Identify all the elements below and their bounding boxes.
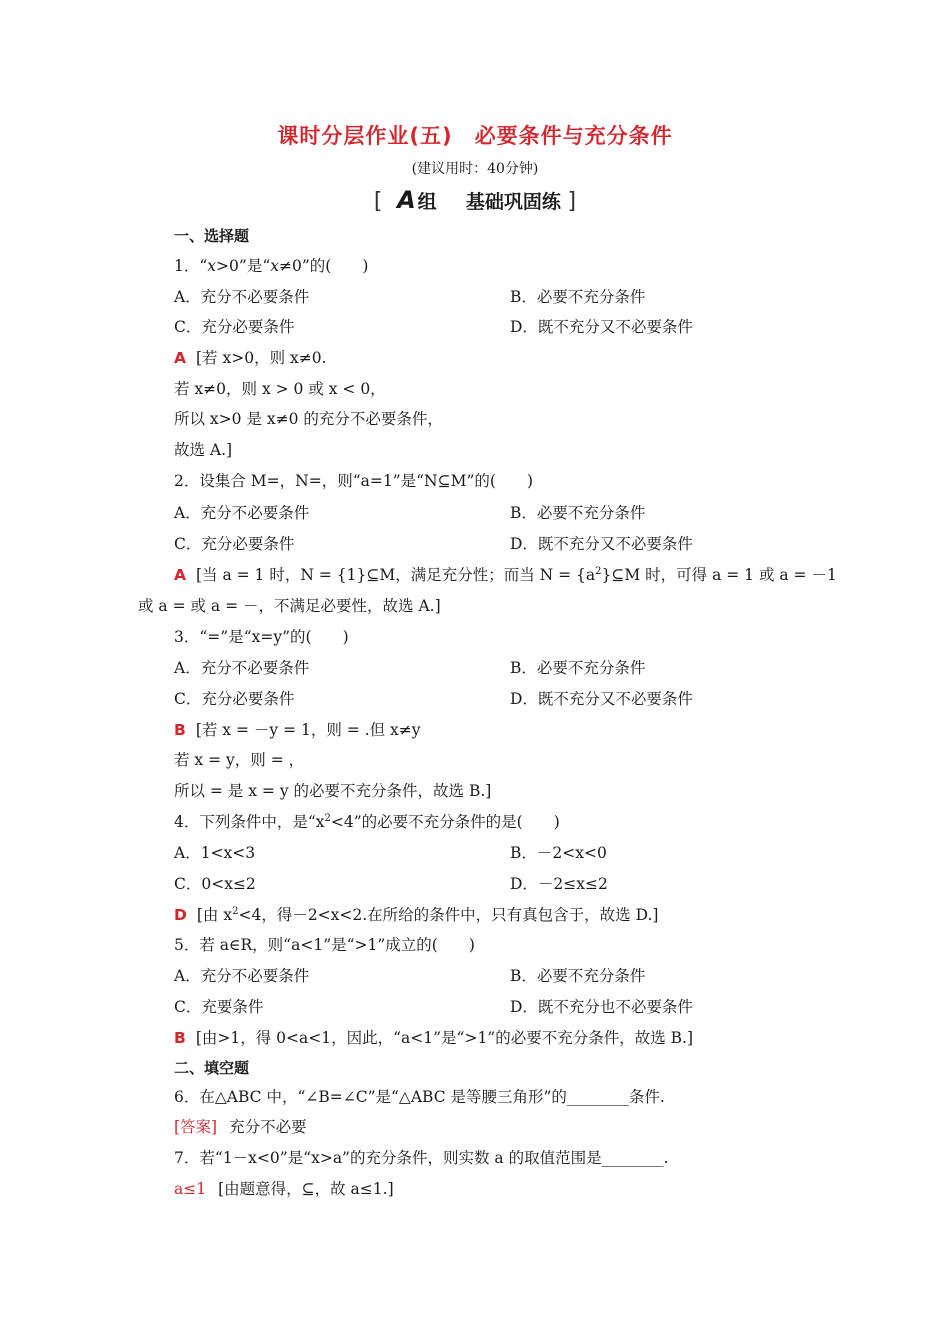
question-1-solution-line: 所以 x>0 是 x≠0 的充分不必要条件， (174, 410, 443, 428)
question-3-option-d: D．既不充分又不必要条件 (510, 690, 693, 708)
question-6-answer: [答案] 充分不必要 (174, 1118, 307, 1136)
question-1-option-c: C．充分必要条件 (174, 318, 295, 336)
question-1-option-b: B．必要不充分条件 (510, 288, 646, 306)
question-4-option-d: D．－2≤x≤2 (510, 875, 608, 893)
question-5-option-b: B．必要不充分条件 (510, 967, 646, 985)
question-7-stem: 7．若“1－x<0”是“x>a”的充分条件，则实数 a 的取值范围是________. (174, 1149, 669, 1167)
question-3-stem: 3．“=”是“x=y”的( ) (174, 628, 349, 646)
question-4-option-a: A．1<x<3 (174, 844, 256, 862)
question-4-option-b: B．－2<x<0 (510, 844, 607, 862)
question-1-option-d: D．既不充分又不必要条件 (510, 318, 693, 336)
bracket-open: [ (373, 189, 383, 214)
question-2-solution: A [当 a = 1 时，N = {1}⊆M，满足充分性；而当 $N = \{a^2\}⊆M$ 时，可得 a = 1 或 a = －1 (174, 565, 837, 584)
question-1-option-a: A．充分不必要条件 (174, 288, 310, 306)
question-4-option-c: C．0<x≤2 (174, 875, 256, 893)
group-label: 组 (417, 191, 437, 213)
question-2-option-b: B．必要不充分条件 (510, 504, 646, 522)
question-3-solution-line: 所以 = 是 x = y 的必要不充分条件，故选 B.] (174, 782, 492, 800)
question-1-solution: A [若 x>0，则 x≠0. (174, 349, 327, 367)
question-4-stem: 4．下列条件中，是“$x^2<4$”的必要不充分条件的是( ) (174, 812, 560, 831)
answer-value: a≤1 (174, 1180, 207, 1198)
page-title: 课时分层作业(五) 必要条件与充分条件 (277, 124, 673, 148)
question-6-stem: 6．在△ABC 中，“∠B=∠C”是“△ABC 是等腰三角形”的________条件. (174, 1088, 665, 1106)
question-4-solution: D [由 $x^2<4$，得－2<x<2.在所给的条件中，只有真包含于，故选 D.] (174, 905, 659, 924)
question-5-stem: 5．若 a∈R，则“a<1”是“>1”成立的( ) (174, 936, 475, 954)
answer-letter: B (174, 1029, 186, 1047)
suggested-time: (建议用时：40分钟) (411, 161, 539, 177)
question-3-option-b: B．必要不充分条件 (510, 659, 646, 677)
answer-letter: B (174, 721, 186, 739)
question-2-option-d: D．既不充分又不必要条件 (510, 535, 693, 553)
question-5-option-c: C．充要条件 (174, 998, 264, 1016)
answer-letter: D (174, 906, 187, 924)
question-5-option-d: D．既不充分也不必要条件 (510, 998, 693, 1016)
question-2-option-c: C．充分必要条件 (174, 535, 295, 553)
question-3-solution-line: 若 x = y，则 = ， (174, 751, 305, 769)
question-3-solution: B [若 x = －y = 1，则 = .但 x≠y (174, 721, 421, 739)
answer-tag: [答案] (174, 1118, 218, 1136)
group-a-header (0, 186, 950, 214)
section-heading-choice: 一、选择题 (174, 227, 250, 245)
question-2-stem: 2．设集合 M=，N=，则“a=1”是“N⊆M”的( ) (174, 472, 533, 490)
answer-letter: A (174, 349, 186, 367)
question-3-option-c: C．充分必要条件 (174, 690, 295, 708)
question-2-option-a: A．充分不必要条件 (174, 504, 310, 522)
question-1-solution-line: 故选 A.] (174, 441, 233, 459)
group-letter: A (397, 186, 416, 214)
answer-letter: A (174, 566, 186, 584)
group-name: 基础巩固练 (465, 191, 561, 213)
question-5-option-a: A．充分不必要条件 (174, 967, 310, 985)
bracket-close: ] (567, 189, 577, 214)
question-1-solution-line: 若 x≠0，则 x > 0 或 x < 0， (174, 380, 386, 398)
section-heading-fill: 二、填空题 (174, 1059, 250, 1077)
question-7-solution: a≤1 [由题意得，⊆，故 a≤1.] (174, 1180, 394, 1198)
question-1-stem: 1．“x>0”是“x≠0”的( ) (174, 257, 369, 275)
question-5-solution: B [由>1，得 0<a<1，因此，“a<1”是“>1”的必要不充分条件，故选 B.] (174, 1029, 694, 1047)
question-2-solution-line: 或 a = 或 a = －，不满足必要性，故选 A.] (138, 597, 441, 615)
question-3-option-a: A．充分不必要条件 (174, 659, 310, 677)
